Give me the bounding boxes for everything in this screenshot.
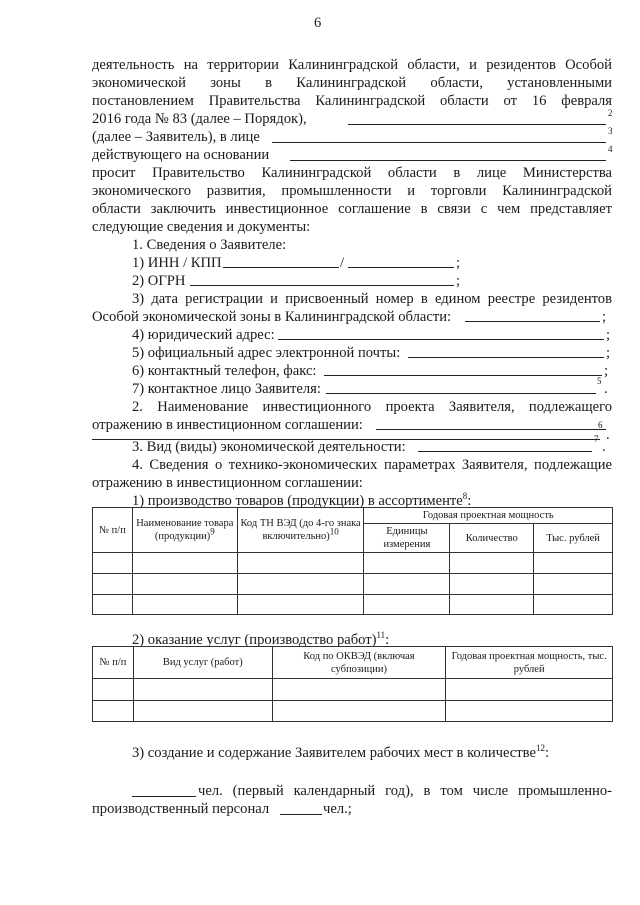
goods-col-num: № п/п: [93, 508, 133, 553]
goods-heading-label: 1) производство товаров (продукции) в ассортименте: [132, 493, 463, 509]
kpp-field[interactable]: [348, 267, 454, 268]
goods-table: [92, 507, 613, 615]
representative-field[interactable]: [272, 142, 606, 143]
section3-end: .: [602, 439, 606, 455]
legal-address-end: ;: [606, 327, 611, 343]
page-number: 6: [314, 15, 322, 31]
intro-line-4: 2016 года № 83 (далее – Порядок),: [92, 111, 307, 127]
section4-line-2: отражению в инвестиционном соглашении:: [92, 475, 363, 491]
workplaces-heading-label: 3) создание и содержание Заявителем рабочих мест в количестве: [132, 745, 536, 761]
services-heading: 2) оказание услуг (производство работ)$^{11}$:: [132, 630, 390, 648]
inn-kpp-label: 1) ИНН / КПП: [132, 255, 222, 271]
section3-label: 3. Вид (виды) экономической деятельности:: [132, 439, 406, 455]
registration-line-1: 3) дата регистрации и присвоенный номер в едином реестре резидентов: [132, 291, 612, 307]
email-label: 5) официальный адрес электронной почты:: [132, 345, 401, 361]
services-col-capacity: Годовая проектная мощность, тыс. рублей: [446, 647, 613, 679]
section4-line-1: 4. Сведения о технико-экономических параметрах Заявителя, подлежащие: [132, 457, 612, 473]
project-name-field[interactable]: [376, 429, 606, 430]
phone-end: ;: [604, 363, 609, 379]
workers-line-1: чел. (первый календарный год), в том числе промышленно-: [198, 783, 612, 799]
goods-col-capacity: Годовая проектная мощность: [364, 508, 613, 524]
footnote-ref-7: 7: [594, 434, 599, 444]
workplaces-heading: 3) создание и содержание Заявителем рабочих мест в количестве$^{12}$:: [132, 743, 550, 761]
intro-line-7: просит Правительство Калининградской области в лице Министерства: [92, 165, 612, 181]
footnote-ref-4: 4: [608, 144, 613, 154]
phone-field[interactable]: [324, 375, 602, 376]
footnote-ref-5: 5: [597, 376, 602, 386]
registration-end: ;: [602, 309, 607, 325]
ogrn-end: ;: [456, 273, 461, 289]
services-heading-label: 2) оказание услуг (производство работ): [132, 632, 377, 648]
contact-person-field[interactable]: [326, 393, 596, 394]
services-col-okved: Код по ОКВЭД (включая субпозиции): [272, 647, 446, 679]
intro-line-5: (далее – Заявитель), в лице: [92, 129, 260, 145]
inn-kpp-separator: /: [340, 255, 345, 271]
intro-line-10: следующие сведения и документы:: [92, 219, 311, 235]
services-col-kind: Вид услуг (работ): [133, 647, 272, 679]
ogrn-field[interactable]: [190, 285, 454, 286]
intro-line-3: постановлением Правительства Калининградской области от 16 февраля: [92, 93, 612, 109]
applicant-name-field[interactable]: [348, 124, 606, 125]
registration-field[interactable]: [465, 321, 600, 322]
production-staff-field[interactable]: [280, 814, 322, 815]
footnote-ref-11: 11: [376, 630, 386, 641]
workers-line-2: производственный персонал: [92, 801, 270, 817]
services-table-row[interactable]: [93, 701, 613, 722]
services-col-num: № п/п: [93, 647, 134, 679]
goods-col-units: Единицы измерения: [364, 524, 450, 553]
intro-line-1: деятельность на территории Калининградской области, и резидентов Особой: [92, 57, 612, 73]
intro-line-2: экономической зоны в Калининградской области, установленными: [92, 75, 612, 91]
goods-col-qty: Количество: [450, 524, 534, 553]
services-table-row[interactable]: [93, 679, 613, 701]
footnote-ref-2: 2: [608, 108, 613, 118]
email-field[interactable]: [408, 357, 604, 358]
goods-col-name: Наименование товара (продукции)$^9$: [132, 508, 237, 553]
section2-line-2: отражению в инвестиционном соглашении:: [92, 417, 363, 433]
goods-col-code: Код ТН ВЭД (до 4-го знака включительно)$^{10}$: [237, 508, 364, 553]
goods-table-row[interactable]: [93, 595, 613, 615]
ogrn-label: 2) ОГРН: [132, 273, 186, 289]
inn-field[interactable]: [223, 267, 339, 268]
section1-heading: 1. Сведения о Заявителе:: [132, 237, 287, 253]
registration-line-2: Особой экономической зоны в Калининградской области:: [92, 309, 452, 325]
goods-heading: 1) производство товаров (продукции) в ассортименте$^8$:: [132, 491, 472, 509]
goods-table-row[interactable]: [93, 574, 613, 595]
footnote-ref-8: 8: [462, 491, 468, 502]
footnote-ref-6: 6: [598, 420, 603, 430]
services-table: [92, 646, 613, 722]
section2-line-1: 2. Наименование инвестиционного проекта Заявителя, подлежащего: [132, 399, 612, 415]
footnote-ref-12: 12: [535, 743, 545, 754]
inn-kpp-end: ;: [456, 255, 461, 271]
legal-address-field[interactable]: [278, 339, 604, 340]
contact-person-end: .: [604, 381, 608, 397]
goods-table-row[interactable]: [93, 553, 613, 574]
basis-field[interactable]: [290, 160, 606, 161]
goods-col-rub: Тыс. рублей: [534, 524, 613, 553]
email-end: ;: [606, 345, 611, 361]
workers-line-2-unit: чел.;: [323, 801, 352, 817]
phone-label: 6) контактный телефон, факс:: [132, 363, 317, 379]
intro-line-6: действующего на основании: [92, 147, 270, 163]
intro-line-9: области заключить инвестиционное соглашение в связи с чем представляет: [92, 201, 612, 217]
footnote-ref-3: 3: [608, 126, 613, 136]
contact-person-label: 7) контактное лицо Заявителя:: [132, 381, 321, 397]
section2-end: .: [606, 427, 610, 443]
intro-line-8: экономического развития, промышленности и торговли Калининградской: [92, 183, 612, 199]
legal-address-label: 4) юридический адрес:: [132, 327, 275, 343]
workers-first-year-field[interactable]: [132, 796, 196, 797]
activity-field[interactable]: [418, 451, 592, 452]
